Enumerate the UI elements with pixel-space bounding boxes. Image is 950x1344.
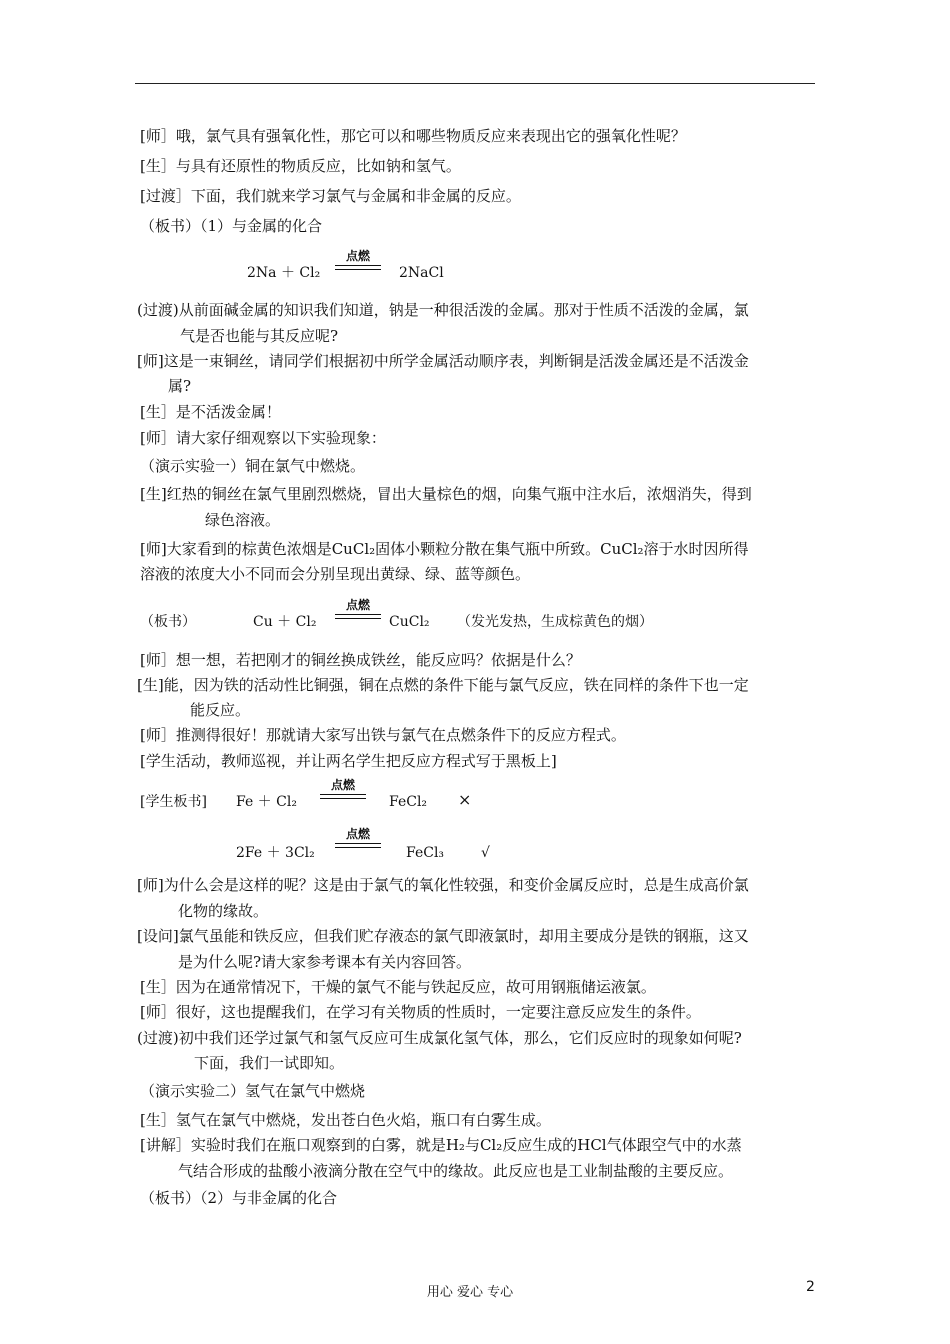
text-line: [师］推测得很好！那就请大家写出铁与氯气在点燃条件下的反应方程式。 [140, 726, 626, 744]
condition-label: 点燃 [345, 249, 370, 263]
text-line: [师］很好，这也提醒我们，在学习有关物质的性质时，一定要注意反应发生的条件。 [140, 1003, 701, 1021]
reaction-arrow [333, 249, 383, 279]
text-line: (过渡)初中我们还学过氯气和氢气反应可生成氯化氢气体，那么，它们反应时的现象如何呢? [137, 1029, 742, 1047]
text-line: 气结合形成的盐酸小液滴分散在空气中的缘故。此反应也是工业制盐酸的主要反应。 [178, 1162, 734, 1180]
equation-fe2-lhs: 2Fe ＋ 3Cl₂ [236, 845, 315, 861]
text-line: [生］与具有还原性的物质反应，比如钠和氢气。 [140, 157, 461, 175]
condition-label: 点燃 [330, 778, 355, 792]
equation-fe2-rhs: FeCl₃ [406, 845, 445, 861]
text-line: [师］想一想，若把刚才的铜丝换成铁丝，能反应吗？依据是什么？ [140, 651, 581, 669]
text-line: (过渡)从前面碱金属的知识我们知道，钠是一种很活泼的金属。那对于性质不活泼的金属，氯 [137, 301, 749, 319]
reaction-arrow [333, 827, 383, 857]
text-line: [生］因为在通常情况下，干燥的氯气不能与铁起反应，故可用钢瓶储运液氯。 [140, 978, 656, 996]
equation-cu-rhs: CuCl₂ [389, 614, 430, 630]
text-line: [讲解］实验时我们在瓶口观察到的白雾，就是H₂与Cl₂反应生成的HCl气体跟空气中的水蒸 [140, 1136, 742, 1154]
reaction-arrow [333, 598, 383, 628]
text-line: 属? [168, 377, 192, 395]
text-line: 能反应。 [190, 701, 251, 719]
text-line: 下面，我们一试即知。 [194, 1054, 345, 1072]
equation-cu-lhs: Cu ＋ Cl₂ [253, 614, 317, 630]
text-line: （板书）（2）与非金属的化合 [140, 1189, 338, 1207]
text-line: 气是否也能与其反应呢? [180, 327, 339, 345]
text-line: 化物的缘故。 [178, 902, 269, 920]
text-line: [师］哦，氯气具有强氧化性，那它可以和哪些物质反应来表现出它的强氧化性呢？ [140, 127, 686, 145]
board-label: （板书） [140, 614, 196, 630]
text-line: [师]大家看到的棕黄色浓烟是CuCl₂固体小颗粒分散在集气瓶中所致。CuCl₂溶于水时因所得 [140, 540, 749, 558]
text-line: [师］请大家仔细观察以下实验现象： [140, 429, 386, 447]
text-line: 绿色溶液。 [205, 511, 281, 529]
text-line: [生]能，因为铁的活动性比铜强，铜在点燃的条件下能与氯气反应，铁在同样的条件下也一定 [137, 676, 749, 694]
text-line: [设问]氯气虽能和铁反应，但我们贮存液态的氯气即液氯时，却用主要成分是铁的钢瓶，这又 [137, 927, 749, 945]
text-line: （演示实验一）铜在氯气中燃烧。 [140, 457, 366, 475]
correct-mark: √ [481, 845, 490, 861]
equation-fe1-lhs: Fe ＋ Cl₂ [236, 794, 297, 810]
text-line: [生]红热的铜丝在氯气里剧烈燃烧，冒出大量棕色的烟，向集气瓶中注水后，浓烟消失，得到 [140, 485, 752, 503]
text-line: 溶液的浓度大小不同而会分别呈现出黄绿、绿、蓝等颜色。 [140, 565, 531, 583]
equation-fe1-rhs: FeCl₂ [389, 794, 428, 810]
condition-label: 点燃 [345, 598, 370, 612]
equation-na-rhs: 2NaCl [399, 265, 444, 281]
equation-na-lhs: 2Na ＋ Cl₂ [247, 265, 321, 281]
text-line: [过渡］下面，我们就来学习氯气与金属和非金属的反应。 [140, 187, 521, 205]
text-line: 是为什么呢?请大家参考课本有关内容回答。 [178, 953, 472, 971]
page-footer: 用心 爱心 专心 [426, 1285, 514, 1300]
text-line: [师]为什么会是这样的呢？这是由于氯气的氧化性较强，和变价金属反应时，总是生成高价氯 [137, 876, 749, 894]
wrong-mark: × [458, 790, 472, 809]
equation-cu-note: （发光发热，生成棕黄色的烟） [457, 614, 653, 630]
text-line: （板书）（1）与金属的化合 [140, 217, 323, 235]
text-line: [学生活动，教师巡视，并让两名学生把反应方程式写于黑板上] [140, 752, 557, 770]
text-line: [生］是不活泼金属！ [140, 403, 281, 421]
condition-label: 点燃 [345, 827, 370, 841]
text-line: [师]这是一束铜丝，请同学们根据初中所学金属活动顺序表，判断铜是活泼金属还是不活泼金 [137, 352, 749, 370]
text-line: （演示实验二）氢气在氯气中燃烧 [140, 1082, 366, 1100]
student-board-label: [学生板书] [140, 794, 207, 810]
header-rule [135, 83, 815, 84]
text-line: [生］氢气在氯气中燃烧，发出苍白色火焰，瓶口有白雾生成。 [140, 1111, 551, 1129]
page-number: 2 [806, 1279, 815, 1295]
reaction-arrow [318, 778, 368, 808]
